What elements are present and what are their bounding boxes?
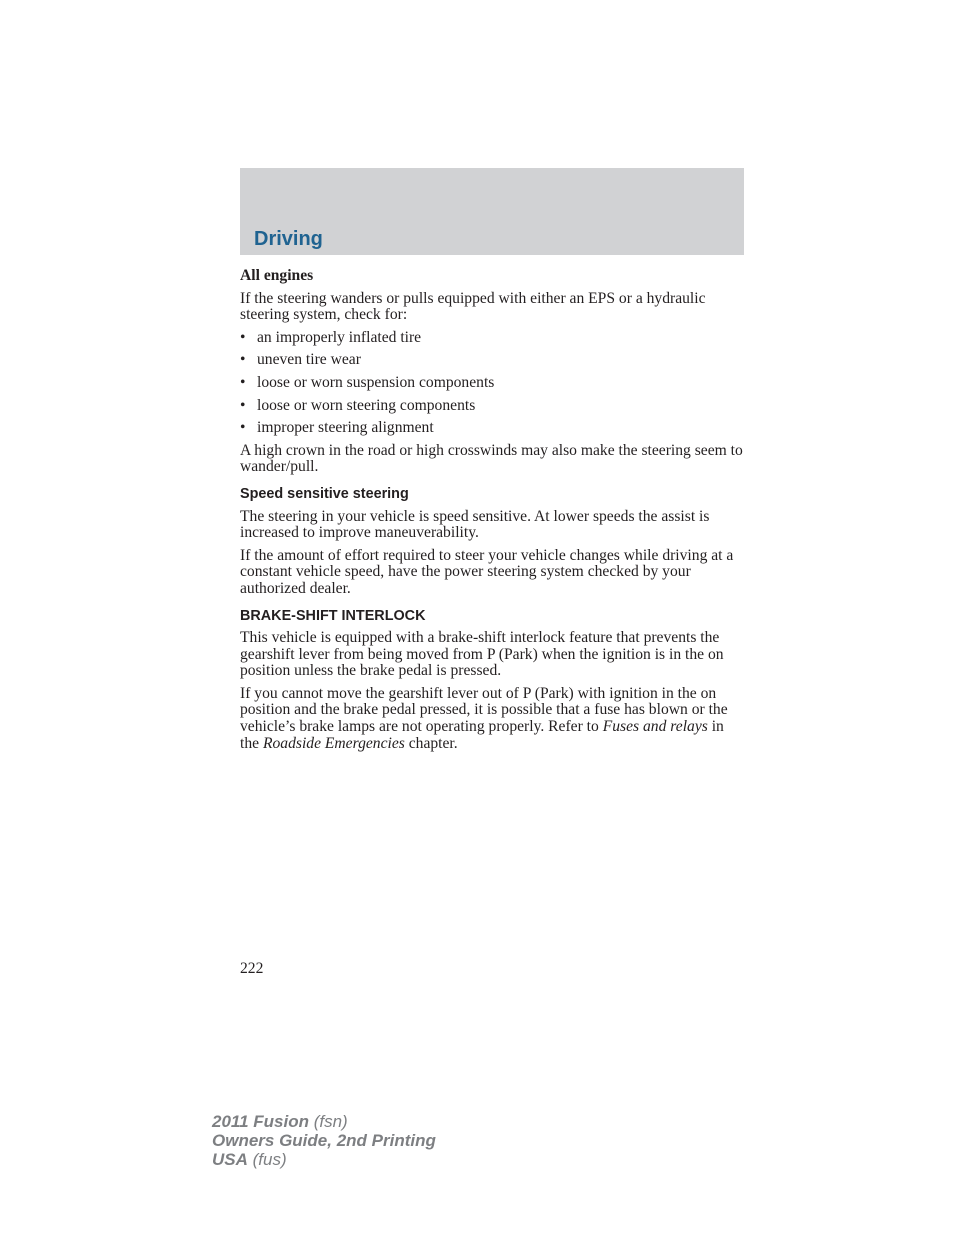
footer-market: USA bbox=[212, 1150, 248, 1169]
crosswind-note: A high crown in the road or high crosswinds may also make the steering seem to wander/pull. bbox=[240, 441, 743, 476]
brake-shift-paragraph-2 bbox=[240, 686, 746, 752]
footer-line-model bbox=[212, 1112, 436, 1131]
list-item bbox=[240, 330, 746, 347]
section-title: Driving bbox=[254, 228, 323, 250]
list-item bbox=[240, 375, 746, 392]
brake-shift-paragraph-1: This vehicle is equipped with a brake-shift interlock feature that prevents the gearshift lever from being moved from P (Park) when the ignition is in the on position unless the brake pedal is pressed. bbox=[240, 629, 724, 680]
footer-line-edition: Owners Guide, 2nd Printing bbox=[212, 1131, 436, 1150]
list-item bbox=[240, 420, 746, 437]
brake-shift-text-end: chapter. bbox=[404, 734, 458, 752]
bullet-icon: • bbox=[240, 419, 246, 437]
speed-sensitive-paragraph-1: The steering in your vehicle is speed sensitive. At lower speeds the assist is increased to improve maneuverability. bbox=[240, 507, 710, 542]
print-footer bbox=[212, 1112, 436, 1169]
page-content bbox=[240, 268, 746, 758]
brake-shift-text-mid: in the bbox=[240, 718, 724, 752]
list-item-text: loose or worn suspension components bbox=[257, 373, 495, 391]
speed-sensitive-paragraph-2: If the amount of effort required to steer your vehicle changes while driving at a constant vehicle speed, have the power steering system checked by your authorized dealer. bbox=[240, 546, 734, 597]
list-item bbox=[240, 398, 746, 415]
section-header-band bbox=[240, 168, 744, 255]
list-item-text: loose or worn steering components bbox=[257, 396, 476, 414]
bullet-icon: • bbox=[240, 328, 246, 346]
list-item bbox=[240, 352, 746, 369]
steering-checklist bbox=[240, 330, 746, 437]
all-engines-intro: If the steering wanders or pulls equipped with either an EPS or a hydraulic steering system, check for: bbox=[240, 289, 706, 324]
footer-line-market bbox=[212, 1150, 436, 1169]
speed-sensitive-heading: Speed sensitive steering bbox=[240, 485, 409, 502]
list-item-text: uneven tire wear bbox=[257, 351, 361, 369]
bullet-icon: • bbox=[240, 396, 246, 414]
footer-model: 2011 Fusion bbox=[212, 1112, 309, 1131]
page-number: 222 bbox=[240, 960, 264, 977]
fuses-relays-reference: Fuses and relays bbox=[602, 718, 708, 736]
bullet-icon: • bbox=[240, 373, 246, 391]
all-engines-heading: All engines bbox=[240, 267, 314, 284]
footer-market-code: (fus) bbox=[247, 1150, 287, 1169]
list-item-text: improper steering alignment bbox=[257, 419, 434, 437]
roadside-emergencies-reference: Roadside Emergencies bbox=[262, 734, 405, 752]
footer-model-code: (fsn) bbox=[309, 1112, 348, 1131]
brake-shift-text: If you cannot move the gearshift lever out of P (Park) with ignition in the on position and the brake pedal pressed, it is possible that a fuse has blown or the vehicle’s brake lamps are not operating properly. Refer to bbox=[240, 684, 728, 736]
brake-shift-heading: BRAKE-SHIFT INTERLOCK bbox=[240, 607, 426, 624]
bullet-icon: • bbox=[240, 351, 246, 369]
list-item-text: an improperly inflated tire bbox=[257, 328, 422, 346]
